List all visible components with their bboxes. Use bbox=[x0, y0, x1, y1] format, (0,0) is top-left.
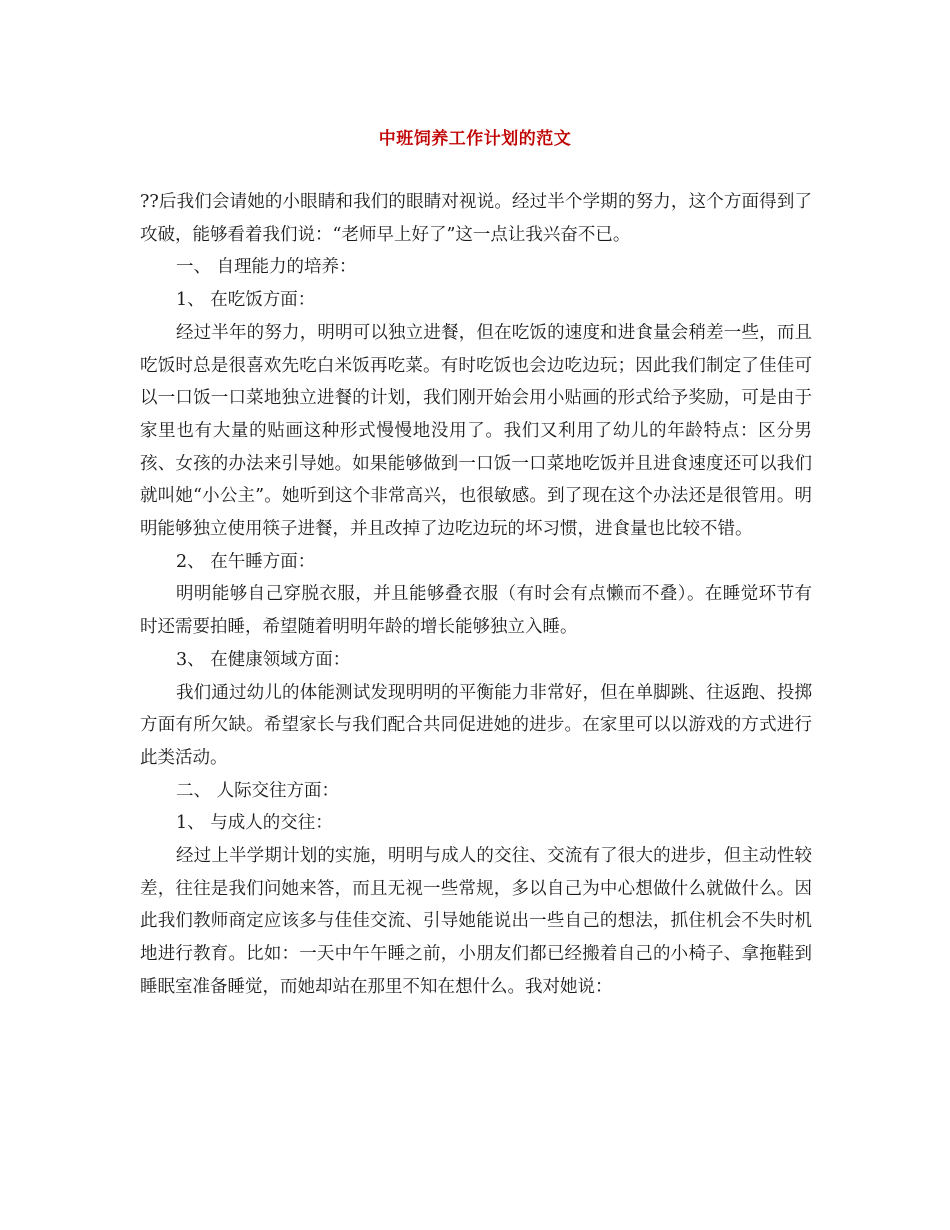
paragraph-continuation: ??后我们会请她的小眼睛和我们的眼睛对视说。经过半个学期的努力，这个方面得到了攻破，能够看着我们说：“老师早上好了”这一点让我兴奋不已。 bbox=[140, 192, 812, 245]
paragraph-nap: 明明能够自己穿脱衣服，并且能够叠衣服（有时会有点懒而不叠）。在睡觉环节有时还需要拍睡，希望随着明明年龄的增长能够独立入睡。 bbox=[140, 584, 812, 638]
document-title: 中班饲养工作计划的范文 bbox=[378, 129, 572, 149]
section-heading-social: 二、 人际交往方面： bbox=[176, 780, 340, 801]
paragraph-eating: 经过半年的努力，明明可以独立进餐，但在吃饭的速度和进食量会稍差一些，而且吃饭时总是很喜欢先吃白米饭再吃菜。有时吃饭也会边吃边玩；因此我们制定了佳佳可以一口饭一口菜地独立进餐的计划，我们刚开始会用小贴画的形式给予奖励，可是由于家里也有大量的贴画这种形式慢慢地没用了。我们又利用了幼儿的年龄特点：区分男孩、女孩的办法来引导她。如果能够做到一口饭一口菜地吃饭并且进食速度还可以我们就叫她“小公主”。她听到这个非常高兴，也很敏感。到了现在这个办法还是很管用。明明能够独立使用筷子进餐，并且改掉了边吃边玩的坏习惯，进食量也比较不错。 bbox=[140, 322, 812, 540]
section-heading-self-care: 一、 自理能力的培养： bbox=[176, 257, 357, 278]
paragraph-adults: 经过上半学期计划的实施，明明与成人的交往、交流有了很大的进步，但主动性较差，往往是我们问她来答，而且无视一些常规，多以自己为中心想做什么就做什么。因此我们教师商定应该多与佳佳交流、引导她能说出一些自己的想法，抓住机会不失时机地进行教育。比如：一天中午午睡之前，小朋友们都已经搬着自己的小椅子、拿拖鞋到睡眠室准备睡觉，而她却站在那里不知在想什么。我对她说： bbox=[140, 846, 812, 997]
subheading-adults: 1、 与成人的交往： bbox=[176, 813, 333, 834]
subheading-health: 3、 在健康领域方面： bbox=[176, 649, 351, 670]
document-body bbox=[140, 186, 812, 1004]
paragraph-health: 我们通过幼儿的体能测试发现明明的平衡能力非常好，但在单脚跳、往返跑、投掷方面有所欠缺。希望家长与我们配合共同促进她的进步。在家里可以以游戏的方式进行此类活动。 bbox=[140, 682, 812, 768]
subheading-eating: 1、 在吃饭方面： bbox=[176, 290, 316, 311]
subheading-nap: 2、 在午睡方面： bbox=[176, 551, 316, 572]
